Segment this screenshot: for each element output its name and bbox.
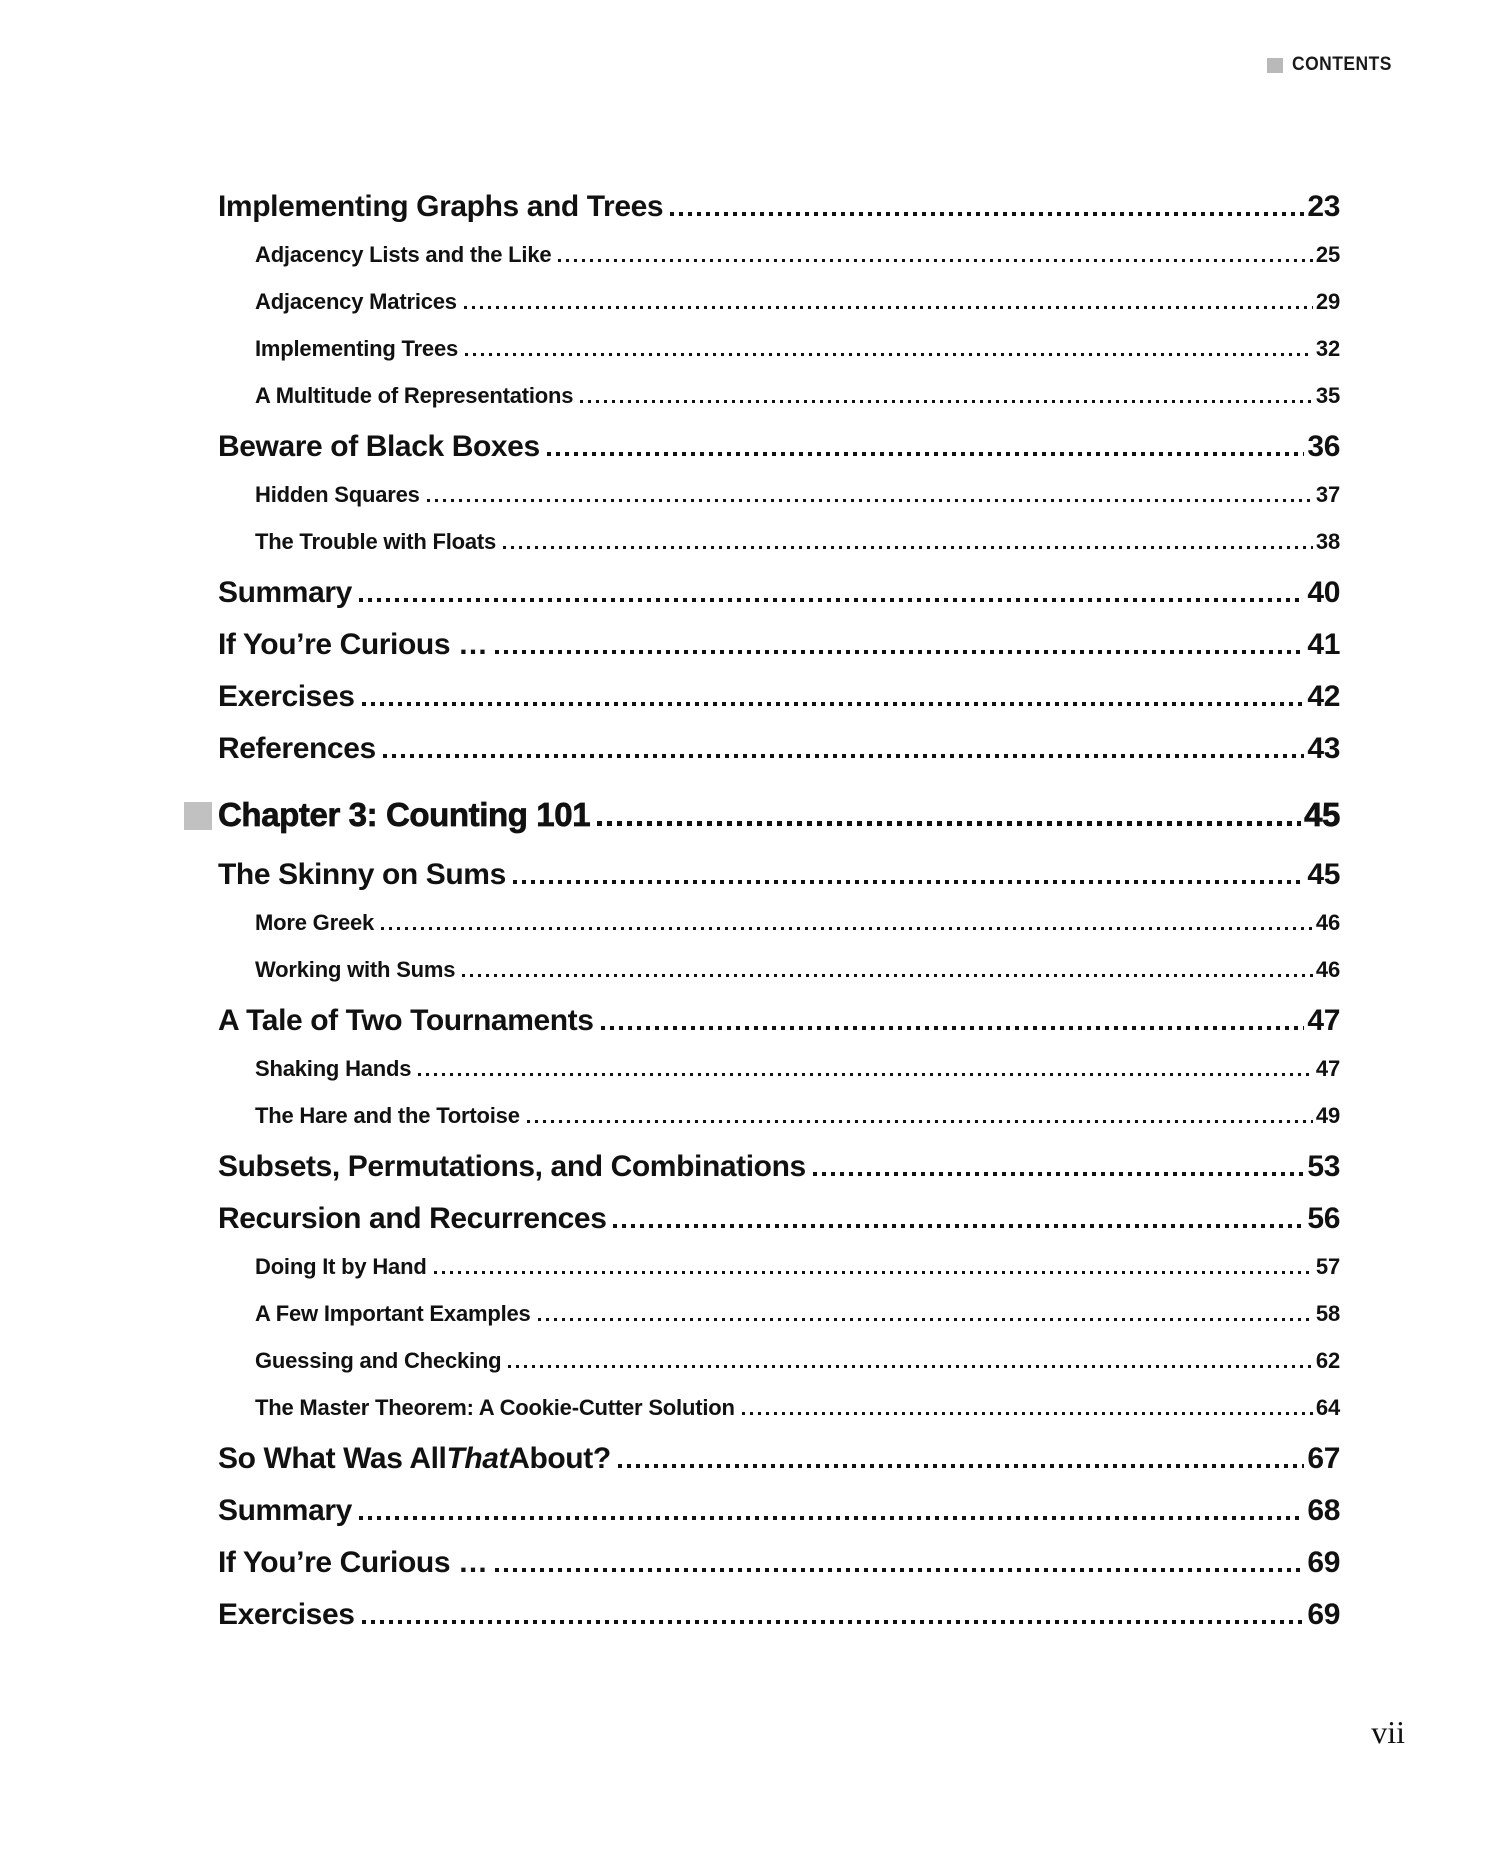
dotted-leader xyxy=(558,259,1313,262)
dotted-leader xyxy=(527,1120,1313,1123)
toc-entry-title: The Trouble with Floats xyxy=(255,529,497,554)
dotted-leader xyxy=(813,1172,1305,1176)
toc-entry-title: Beware of Black Boxes xyxy=(218,430,540,463)
toc-entry-page-number: 47 xyxy=(1307,1004,1340,1037)
toc-entry-page-number: 53 xyxy=(1307,1150,1340,1183)
dotted-leader xyxy=(618,1464,1305,1468)
toc-entry-title: Shaking Hands xyxy=(255,1056,412,1081)
dotted-leader xyxy=(464,306,1313,309)
toc-entry xyxy=(218,1546,1340,1598)
dotted-leader xyxy=(359,598,1304,602)
toc-entry xyxy=(218,796,1340,858)
toc-entry xyxy=(218,576,1340,628)
toc-entry xyxy=(218,1202,1340,1254)
toc-entry-title: Adjacency Lists and the Like xyxy=(255,242,552,267)
toc-entry-page-number: 46 xyxy=(1315,910,1340,935)
toc-entry-title: Chapter 3: Counting 101 xyxy=(218,796,591,833)
toc-entry xyxy=(218,1348,1340,1395)
toc-entry-title: References xyxy=(218,732,376,765)
toc-entry xyxy=(218,910,1340,957)
dotted-leader xyxy=(503,546,1313,549)
dotted-leader xyxy=(383,754,1305,758)
toc-entry-title: Summary xyxy=(218,576,352,609)
header-square-icon xyxy=(1267,58,1283,73)
toc-entry xyxy=(218,1301,1340,1348)
toc-entry xyxy=(218,482,1340,529)
toc-entry-title: A Few Important Examples xyxy=(255,1301,531,1326)
dotted-leader xyxy=(362,1620,1305,1624)
toc-entry-page-number: 45 xyxy=(1307,858,1340,891)
dotted-leader xyxy=(362,702,1305,706)
toc-entry-page-number: 68 xyxy=(1307,1494,1340,1527)
toc-entry-title: The Hare and the Tortoise xyxy=(255,1103,520,1128)
running-header xyxy=(1267,54,1401,76)
dotted-leader xyxy=(427,499,1313,502)
toc-entry-page-number: 49 xyxy=(1315,1103,1340,1128)
toc-entry-title: Implementing Graphs and Trees xyxy=(218,190,664,223)
toc-entry xyxy=(218,1150,1340,1202)
toc-entry-page-number: 41 xyxy=(1307,628,1340,661)
dotted-leader xyxy=(462,974,1313,977)
toc-entry xyxy=(218,732,1340,784)
toc-entry-page-number: 64 xyxy=(1315,1395,1340,1420)
toc-entry-page-number: 40 xyxy=(1307,576,1340,609)
toc-entry xyxy=(218,529,1340,576)
toc-entry-title: Guessing and Checking xyxy=(255,1348,502,1373)
dotted-leader xyxy=(465,353,1313,356)
toc-entry-title: A Multitude of Representations xyxy=(255,383,574,408)
toc-entry-title: The Master Theorem: A Cookie-Cutter Solution xyxy=(255,1395,735,1420)
toc-list xyxy=(218,190,1340,1650)
dotted-leader xyxy=(434,1271,1313,1274)
toc-entry-page-number: 42 xyxy=(1307,680,1340,713)
toc-entry-page-number: 47 xyxy=(1315,1056,1340,1081)
dotted-leader xyxy=(613,1224,1304,1228)
toc-entry xyxy=(218,289,1340,336)
toc-entry xyxy=(218,1598,1340,1650)
toc-entry xyxy=(218,383,1340,430)
dotted-leader xyxy=(597,821,1301,826)
dotted-leader xyxy=(495,650,1305,654)
dotted-leader xyxy=(495,1568,1305,1572)
dotted-leader xyxy=(538,1318,1313,1321)
toc-entry-page-number: 29 xyxy=(1315,289,1340,314)
toc-entry-title: Working with Sums xyxy=(255,957,456,982)
toc-entry-title: Adjacency Matrices xyxy=(255,289,457,314)
dotted-leader xyxy=(508,1365,1313,1368)
toc-entry xyxy=(218,1494,1340,1546)
toc-entry xyxy=(218,1056,1340,1103)
toc-entry-page-number: 67 xyxy=(1307,1442,1340,1475)
toc-entry-page-number: 57 xyxy=(1315,1254,1340,1279)
toc-entry-title: Exercises xyxy=(218,680,355,713)
toc-entry-title-italic: That xyxy=(446,1442,509,1475)
dotted-leader xyxy=(359,1516,1304,1520)
toc-entry-page-number: 32 xyxy=(1315,336,1340,361)
toc-entry xyxy=(218,858,1340,910)
toc-entry-title: Summary xyxy=(218,1494,352,1527)
dotted-leader xyxy=(742,1412,1313,1415)
dotted-leader xyxy=(547,452,1305,456)
toc-entry-page-number: 35 xyxy=(1315,383,1340,408)
toc-entry xyxy=(218,1254,1340,1301)
toc-entry xyxy=(218,957,1340,1004)
toc-entry-page-number: 46 xyxy=(1315,957,1340,982)
toc-entry-page-number: 38 xyxy=(1315,529,1340,554)
dotted-leader xyxy=(418,1073,1313,1076)
toc-entry-title: More Greek xyxy=(255,910,375,935)
toc-entry-page-number: 43 xyxy=(1307,732,1340,765)
toc-entry-title: Implementing Trees xyxy=(255,336,459,361)
toc-entry-page-number: 23 xyxy=(1307,190,1340,223)
toc-entry xyxy=(218,336,1340,383)
toc-entry-page-number: 37 xyxy=(1315,482,1340,507)
toc-entry-page-number: 62 xyxy=(1315,1348,1340,1373)
page-number: vii xyxy=(1371,1714,1405,1750)
running-header-label: CONTENTS xyxy=(1291,54,1392,75)
toc-entry xyxy=(218,1004,1340,1056)
toc-entry xyxy=(218,430,1340,482)
toc-entry-page-number: 69 xyxy=(1307,1546,1340,1579)
toc-entry-title: The Skinny on Sums xyxy=(218,858,506,891)
dotted-leader xyxy=(580,400,1313,403)
toc-entry-page-number: 25 xyxy=(1315,242,1340,267)
toc-entry-title: If You’re Curious … xyxy=(218,628,488,661)
toc-entry xyxy=(218,190,1340,242)
toc-entry-page-number: 58 xyxy=(1315,1301,1340,1326)
toc-entry xyxy=(218,1103,1340,1150)
toc-entry-page-number: 69 xyxy=(1307,1598,1340,1631)
dotted-leader xyxy=(381,927,1313,930)
toc-entry xyxy=(218,242,1340,289)
toc-entry-page-number: 45 xyxy=(1304,796,1340,833)
toc-entry xyxy=(218,1395,1340,1442)
toc-entry-page-number: 36 xyxy=(1307,430,1340,463)
dotted-leader xyxy=(670,212,1304,216)
chapter-bullet-square-icon xyxy=(184,802,212,830)
toc-entry-title: A Tale of Two Tournaments xyxy=(218,1004,594,1037)
toc-entry-title: Recursion and Recurrences xyxy=(218,1202,607,1235)
toc-entry-page-number: 56 xyxy=(1307,1202,1340,1235)
toc-entry-title: So What Was All xyxy=(218,1442,447,1475)
dotted-leader xyxy=(601,1026,1305,1030)
dotted-leader xyxy=(513,880,1305,884)
toc-entry-title: Subsets, Permutations, and Combinations xyxy=(218,1150,806,1183)
toc-entry-title: Doing It by Hand xyxy=(255,1254,427,1279)
toc-entry-title: Exercises xyxy=(218,1598,355,1631)
toc-entry-title-cont: About? xyxy=(508,1442,611,1475)
toc-entry-title: If You’re Curious … xyxy=(218,1546,488,1579)
toc-entry xyxy=(218,680,1340,732)
toc-entry xyxy=(218,1442,1340,1494)
toc-entry xyxy=(218,628,1340,680)
toc-entry-title: Hidden Squares xyxy=(255,482,420,507)
